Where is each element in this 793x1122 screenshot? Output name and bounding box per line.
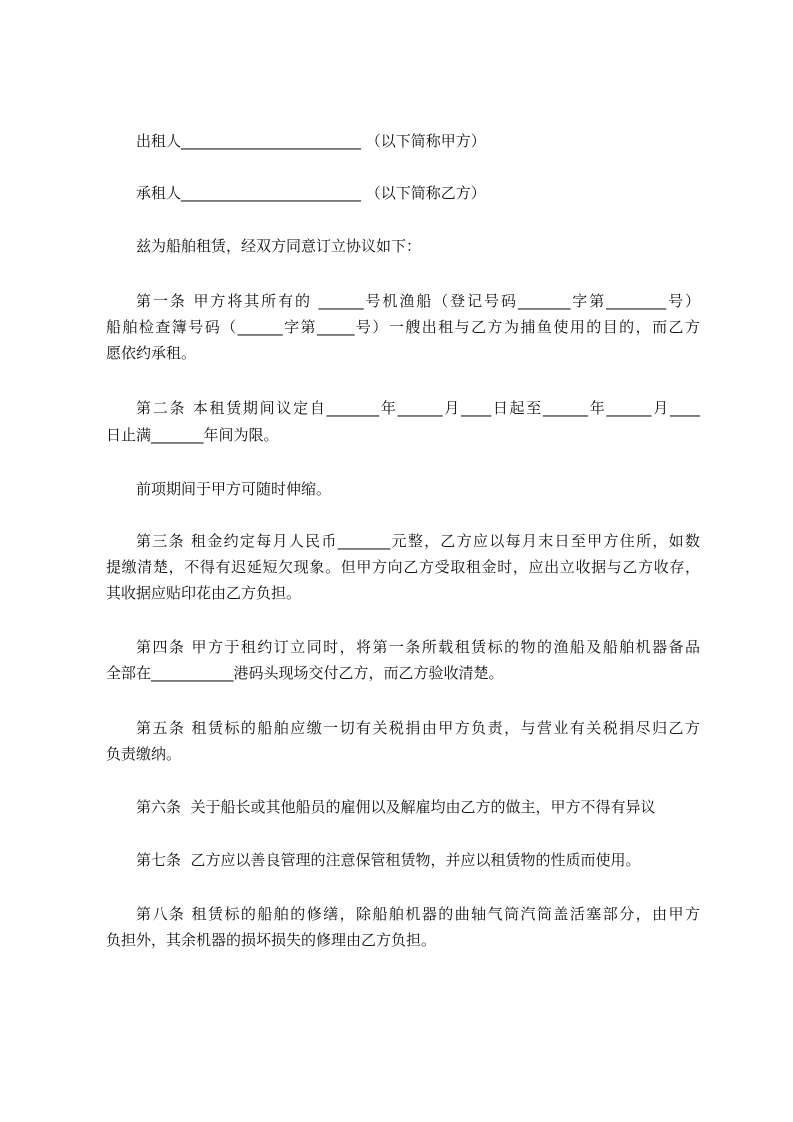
article-3-line-2: 提缴清楚，不得有迟延短欠现象。但甲方向乙方受取租金时，应出立收据与乙方收存， [106, 558, 700, 576]
article-5-line-1: 第五条 租赁标的船舶应缴一切有关税捐由甲方负责，与营业有关税捐尽归乙方 [136, 719, 700, 737]
article-1-line-2: 船舶检查簿号码（______字第_____号）一艘出租与乙方为捕鱼使用的目的，而乙方 [106, 318, 700, 336]
intro-paragraph: 兹为船舶租赁，经双方同意订立协议如下： [136, 237, 422, 255]
lessee-line: 承租人________________________ （以下简称乙方） [136, 184, 486, 202]
article-8-line-2: 负担外，其余机器的损坏损失的修理由乙方负担。 [106, 931, 437, 949]
article-5-line-2: 负责缴纳。 [106, 745, 182, 763]
article-7: 第七条 乙方应以善良管理的注意保管租赁物，并应以租赁物的性质而使用。 [136, 851, 641, 869]
article-2-line-1: 第二条 本租赁期间议定自_______年______月____日起至______年______月____ [136, 399, 700, 417]
article-6: 第六条 关于船长或其他船员的雇佣以及解雇均由乙方的做主，甲方不得有异议 [136, 798, 656, 816]
article-8-line-1: 第八条 租赁标的船舶的修缮，除船舶机器的曲轴气筒汽筒盖活塞部分，由甲方 [136, 905, 700, 923]
article-3-line-1: 第三条 租金约定每月人民币_______元整，乙方应以每月末日至甲方住所，如数 [136, 532, 700, 550]
article-2-line-2: 日止满_______年间为限。 [106, 426, 279, 444]
article-4-line-2: 全部在___________港码头现场交付乙方，而乙方验收清楚。 [106, 664, 504, 682]
lessor-line: 出租人________________________ （以下简称甲方） [136, 132, 486, 150]
article-1-line-1: 第一条 甲方将其所有的 ______号机渔船（登记号码_______字第________号） [136, 292, 700, 310]
article-3-line-3: 其收据应贴印花由乙方负担。 [106, 584, 302, 602]
article-4-line-1: 第四条 甲方于租约订立同时，将第一条所载租赁标的物的渔船及船舶机器备品 [136, 638, 700, 656]
article-2-note: 前项期间于甲方可随时伸缩。 [136, 480, 332, 498]
article-1-line-3: 愿依约承租。 [106, 344, 197, 362]
